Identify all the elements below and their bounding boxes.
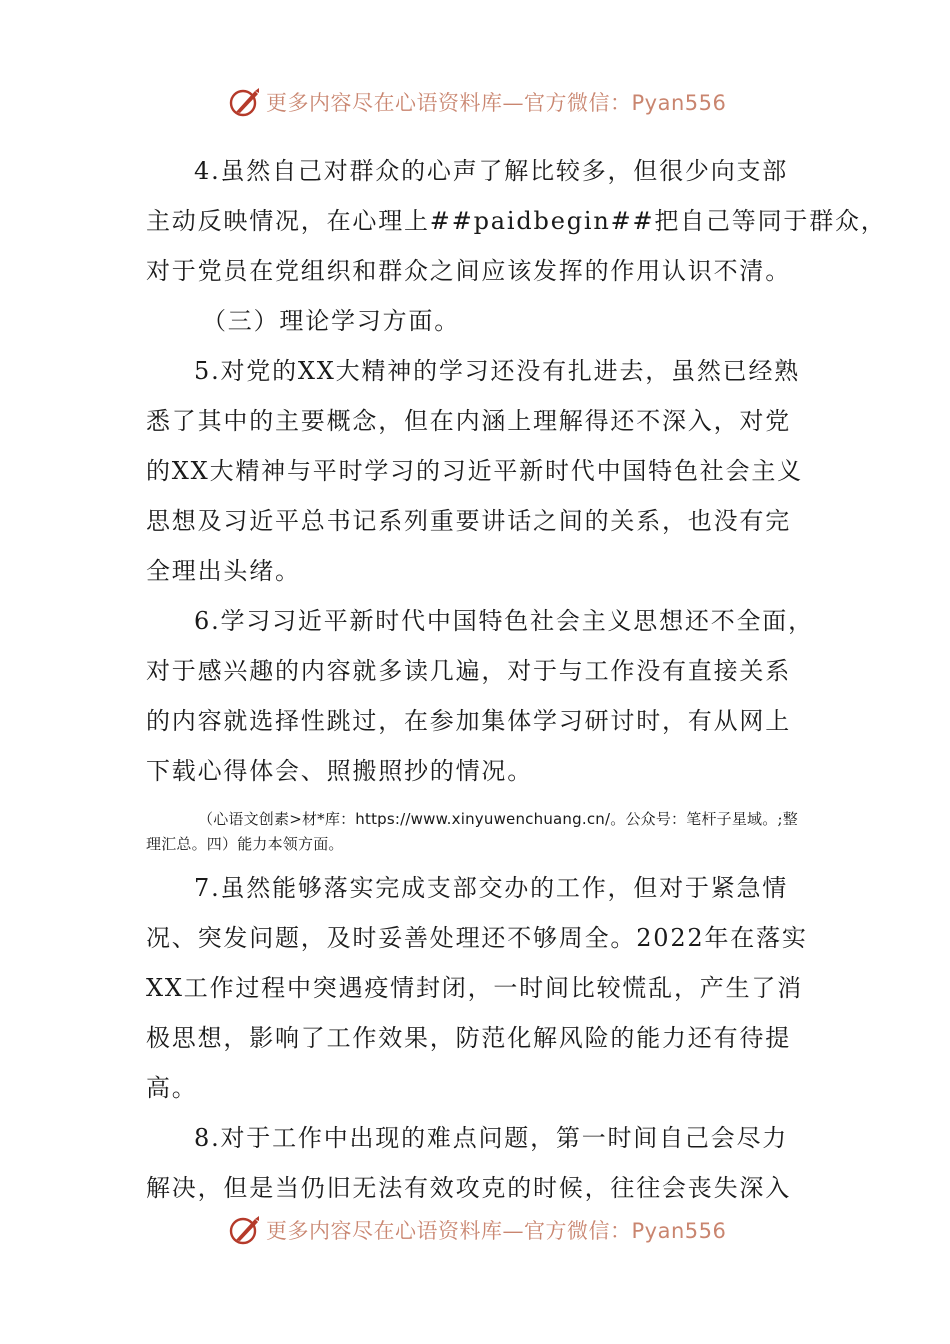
text-line: 全理出头绪。 [146, 557, 301, 585]
paragraph-7 [146, 863, 810, 1113]
watermark-text: 更多内容尽在心语资料库—官方微信：Pyan556 [266, 1219, 727, 1243]
paragraph-4 [146, 146, 887, 296]
text-line: 主动反映情况，在心理上##paidbegin##把自己等同于群众， [146, 207, 887, 235]
text-line: 况、突发问题，及时妥善处理还不够周全。2022年在落实 [146, 924, 808, 952]
text-line: 8.对于工作中出现的难点问题，第一时间自己会尽力 [194, 1124, 789, 1152]
text-line: 的内容就选择性跳过，在参加集体学习研讨时，有从网上 [146, 707, 791, 735]
notice-line: （心语文创素>材*库：https://www.xinyuwenchuang.cn/。公众号：笔杆子星域。;整 [198, 810, 798, 828]
text-line: 6.学习习近平新时代中国特色社会主义思想还不全面， [194, 607, 814, 635]
footer-watermark [228, 1210, 726, 1250]
header-watermark [228, 82, 726, 122]
section-heading: （三）理论学习方面。 [202, 307, 460, 335]
text-line: 对于感兴趣的内容就多读几遍，对于与工作没有直接关系 [146, 657, 791, 685]
text-line: XX工作过程中突遇疫情封闭，一时间比较慌乱，产生了消 [146, 974, 803, 1002]
source-link[interactable]: https://www.xinyuwenchuang.cn/ [355, 810, 611, 828]
text-line: 的XX大精神与平时学习的习近平新时代中国特色社会主义 [146, 457, 803, 485]
paragraph-5 [146, 346, 810, 596]
text-line: 5.对党的XX大精神的学习还没有扎进去，虽然已经熟 [194, 357, 801, 385]
text-line: 解决，但是当仍旧无法有效攻克的时候，往往会丧失深入 [146, 1174, 791, 1202]
quill-logo-icon [228, 85, 262, 119]
text-line: 悉了其中的主要概念，但在内涵上理解得还不深入，对党 [146, 407, 791, 435]
text-line: 思想及习近平总书记系列重要讲话之间的关系，也没有完 [146, 507, 791, 535]
paragraph-6 [146, 596, 814, 796]
text-line: 下载心得体会、照搬照抄的情况。 [146, 757, 533, 785]
text-line: 4.虽然自己对群众的心声了解比较多，但很少向支部 [194, 157, 789, 185]
notice-line: 理汇总。四）能力本领方面。 [146, 835, 344, 853]
document-body [146, 146, 887, 1213]
text-line: 对于党员在党组织和群众之间应该发挥的作用认识不清。 [146, 257, 791, 285]
source-notice [146, 807, 810, 857]
text-line: 高。 [146, 1074, 198, 1102]
paragraph-8 [146, 1113, 810, 1213]
quill-logo-icon [228, 1213, 262, 1247]
text-line: 极思想，影响了工作效果，防范化解风险的能力还有待提 [146, 1024, 791, 1052]
text-line: 7.虽然能够落实完成支部交办的工作，但对于紧急情 [194, 874, 789, 902]
watermark-text: 更多内容尽在心语资料库—官方微信：Pyan556 [266, 91, 727, 115]
